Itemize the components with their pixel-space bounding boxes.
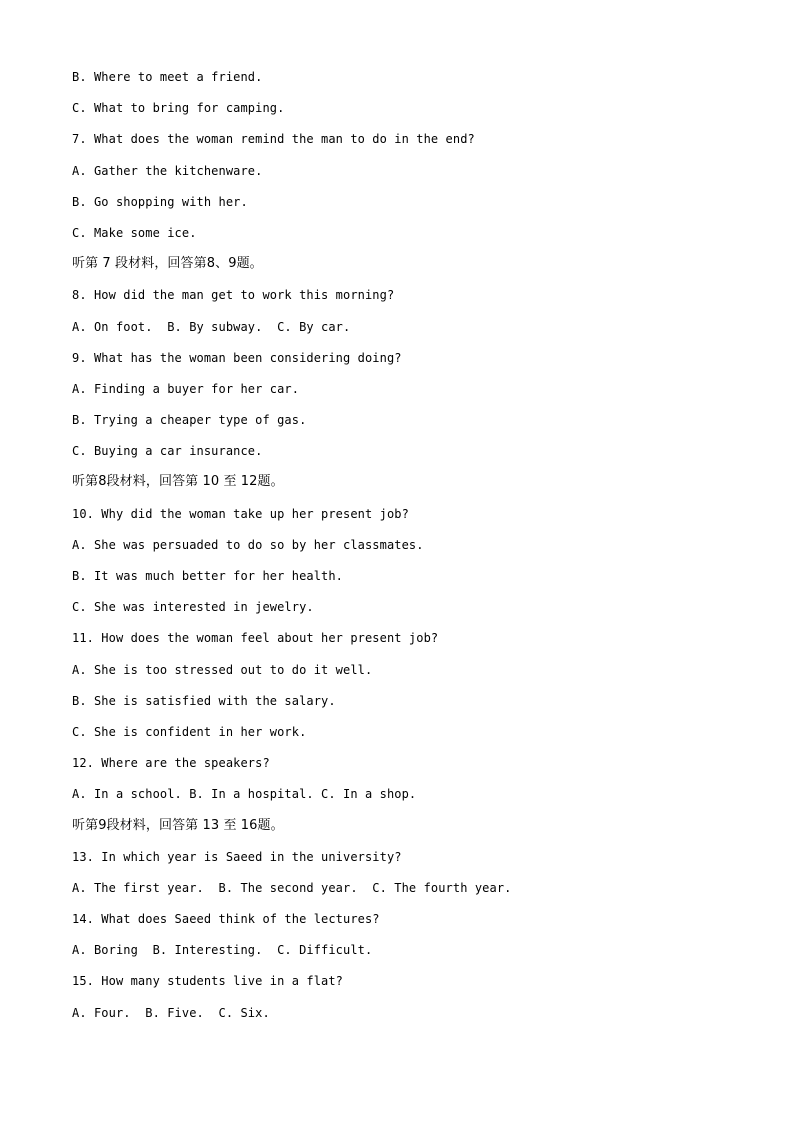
options-15: A. Four. B. Five. C. Six. <box>72 1005 270 1020</box>
question-9: 9. What has the woman been considering doing? <box>72 350 402 365</box>
option-10a: A. She was persuaded to do so by her classmates. <box>72 537 424 552</box>
option-11b: B. She is satisfied with the salary. <box>72 693 336 708</box>
section-heading-7: 听第 7 段材料，回答第8、9题。 <box>72 256 263 272</box>
option-11a: A. She is too stressed out to do it well. <box>72 662 373 677</box>
option-7b: B. Go shopping with her. <box>72 194 248 209</box>
question-11: 11. How does the woman feel about her present job? <box>72 631 439 646</box>
option-9b: B. Trying a cheaper type of gas. <box>72 413 307 428</box>
option-9c: C. Buying a car insurance. <box>72 444 263 459</box>
section-heading-8: 听第8段材料，回答第 10 至 12题。 <box>72 474 284 490</box>
option-6c: C. What to bring for camping. <box>72 101 285 116</box>
question-12: 12. Where are the speakers? <box>72 756 270 771</box>
question-7: 7. What does the woman remind the man to do in the end? <box>72 132 475 147</box>
question-13: 13. In which year is Saeed in the university? <box>72 849 402 864</box>
question-10: 10. Why did the woman take up her present job? <box>72 506 409 521</box>
option-9a: A. Finding a buyer for her car. <box>72 381 300 396</box>
option-10b: B. It was much better for her health. <box>72 569 344 583</box>
question-14: 14. What does Saeed think of the lectures? <box>72 912 380 927</box>
options-13: A. The first year. B. The second year. C. The fourth year. <box>72 880 512 895</box>
document-page <box>72 66 752 1033</box>
question-15: 15. How many students live in a flat? <box>72 974 344 989</box>
options-12: A. In a school. B. In a hospital. C. In a shop. <box>72 787 417 802</box>
option-11c: C. She is confident in her work. <box>72 724 307 739</box>
option-7a: A. Gather the kitchenware. <box>72 163 263 178</box>
option-7c: C. Make some ice. <box>72 225 197 240</box>
options-8: A. On foot. B. By subway. C. By car. <box>72 319 351 334</box>
option-10c: C. She was interested in jewelry. <box>72 600 314 615</box>
options-14: A. Boring B. Interesting. C. Difficult. <box>72 943 373 958</box>
section-heading-9: 听第9段材料，回答第 13 至 16题。 <box>72 817 284 833</box>
question-8: 8. How did the man get to work this morning? <box>72 288 395 303</box>
option-6b: B. Where to meet a friend. <box>72 70 263 84</box>
